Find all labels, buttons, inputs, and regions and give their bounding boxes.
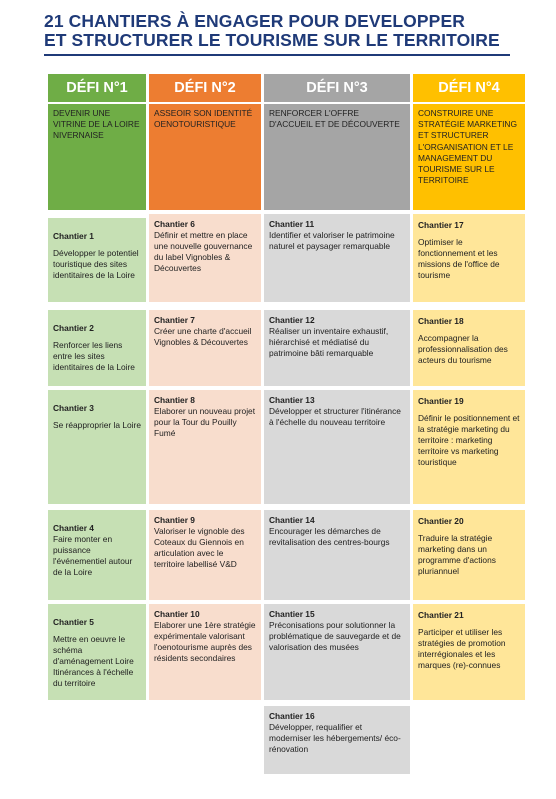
defi-3-header: DÉFI N°3 — [264, 74, 410, 104]
chantier-card — [264, 310, 410, 386]
chantier-title: Chantier 2 — [53, 323, 94, 333]
chantier-text: Elaborer une 1ère stratégie expérimentale valorisant l'oenotourisme auprès des résidents secondaires — [154, 620, 256, 663]
chantier-card — [149, 310, 261, 386]
chantier-card — [48, 310, 146, 386]
defi-4-header: DÉFI N°4 — [413, 74, 525, 104]
chantier-title: Chantier 6 — [154, 219, 195, 229]
chantier-card — [264, 390, 410, 504]
chantier-card — [413, 604, 525, 700]
chantier-title: Chantier 8 — [154, 395, 195, 405]
chantier-title: Chantier 7 — [154, 315, 195, 325]
chantier-card — [149, 604, 261, 700]
chantier-title: Chantier 3 — [53, 403, 94, 413]
defi-1-subtitle: DEVENIR UNE VITRINE DE LA LOIRE NIVERNAISE — [48, 104, 146, 210]
title-line-1: 21 CHANTIERS À ENGAGER POUR DEVELOPPER — [44, 11, 465, 31]
defi-2-header: DÉFI N°2 — [149, 74, 261, 104]
chantier-card — [413, 510, 525, 600]
chantier-text: Renforcer les liens entre les sites identitaires de la Loire — [53, 340, 135, 372]
chantier-text: Accompagner la professionnalisation des acteurs du tourisme — [418, 333, 508, 365]
title-line-2: ET STRUCTURER LE TOURISME SUR LE TERRITOIRE — [44, 30, 500, 50]
defi-3-subtitle: RENFORCER L'OFFRE D'ACCUEIL ET DE DÉCOUVERTE — [264, 104, 410, 210]
chantier-text: Valoriser le vignoble des Coteaux du Giennois en articulation avec le territoire labellisé V&D — [154, 526, 245, 569]
chantier-card — [264, 706, 410, 774]
chantier-title: Chantier 9 — [154, 515, 195, 525]
chantier-text: Développer, requalifier et moderniser les hébergements/ éco-rénovation — [269, 722, 401, 754]
chantier-card — [149, 510, 261, 600]
chantier-card — [48, 390, 146, 504]
chantier-text: Se réapproprier la Loire — [53, 420, 141, 430]
defi-1-header: DÉFI N°1 — [48, 74, 146, 104]
chantier-title: Chantier 17 — [418, 220, 464, 230]
chantier-text: Définir et mettre en place une nouvelle gouvernance du label Vignobles & Découvertes — [154, 230, 253, 273]
chantier-card — [149, 214, 261, 302]
defi-2-subtitle: ASSEOIR SON IDENTITÉ OENOTOURISTIQUE — [149, 104, 261, 210]
chantier-card — [413, 310, 525, 386]
chantier-title: Chantier 10 — [154, 609, 200, 619]
chantier-text: Préconisations pour solutionner la problématique de sauvegarde et de valorisation des musées — [269, 620, 401, 652]
chantier-title: Chantier 18 — [418, 316, 464, 326]
chantier-text: Développer et structurer l'itinérance à l'échelle du nouveau territoire — [269, 406, 401, 427]
chantier-text: Participer et utiliser les stratégies de promotion interrégionales et les marques (re)-connues — [418, 627, 506, 670]
chantier-title: Chantier 15 — [269, 609, 315, 619]
chantier-card — [264, 604, 410, 700]
defi-4-subtitle: CONSTRUIRE UNE STRATÉGIE MARKETING ET STRUCTURER L'ORGANISATION ET LE MANAGEMENT DU TOURISME SUR LE TERRITOIRE — [413, 104, 525, 210]
chantier-text: Optimiser le fonctionnement et les missions de l'office de tourisme — [418, 237, 500, 280]
chantier-text: Mettre en oeuvre le schéma d'aménagement Loire Itinérances à l'échelle du territoire — [53, 634, 134, 688]
chantier-title: Chantier 20 — [418, 516, 464, 526]
chantier-title: Chantier 5 — [53, 617, 94, 627]
chantier-text: Elaborer un nouveau projet pour la Tour du Pouilly Fumé — [154, 406, 256, 438]
chantier-card — [149, 390, 261, 504]
chantier-card — [264, 214, 410, 302]
chantier-card — [413, 214, 525, 302]
chantier-card — [48, 604, 146, 700]
chantier-title: Chantier 14 — [269, 515, 315, 525]
chantier-title: Chantier 11 — [269, 219, 315, 229]
chantier-card — [48, 218, 146, 302]
chantier-title: Chantier 12 — [269, 315, 315, 325]
chantier-text: Identifier et valoriser le patrimoine naturel et paysager remarquable — [269, 230, 395, 251]
chantier-title: Chantier 13 — [269, 395, 315, 405]
chantier-card — [264, 510, 410, 600]
chantier-text: Traduire la stratégie marketing dans un programme d'actions pluriannuel — [418, 533, 496, 576]
chantier-text: Développer le potentiel touristique des sites identitaires de la Loire — [53, 248, 139, 280]
chantier-card — [48, 510, 146, 600]
title-underline — [44, 54, 510, 56]
chantier-title: Chantier 4 — [53, 523, 94, 533]
page-title — [44, 12, 514, 50]
chantier-text: Faire monter en puissance l'événementiel autour de la Loire — [53, 534, 133, 577]
chantier-card — [413, 390, 525, 504]
chantier-title: Chantier 16 — [269, 711, 315, 721]
chantier-title: Chantier 21 — [418, 610, 464, 620]
chantier-title: Chantier 19 — [418, 396, 464, 406]
chantier-text: Encourager les démarches de revitalisation des centres-bourgs — [269, 526, 390, 547]
chantier-title: Chantier 1 — [53, 231, 94, 241]
chantier-text: Définir le positionnement et la stratégie marketing du territoire : marketing territoire vs marketing touristique — [418, 413, 520, 467]
chantier-text: Créer une charte d'accueil Vignobles & Découvertes — [154, 326, 252, 347]
chantier-text: Réaliser un inventaire exhaustif, hiérarchisé et médiatisé du patrimoine bâti remarquable — [269, 326, 389, 358]
